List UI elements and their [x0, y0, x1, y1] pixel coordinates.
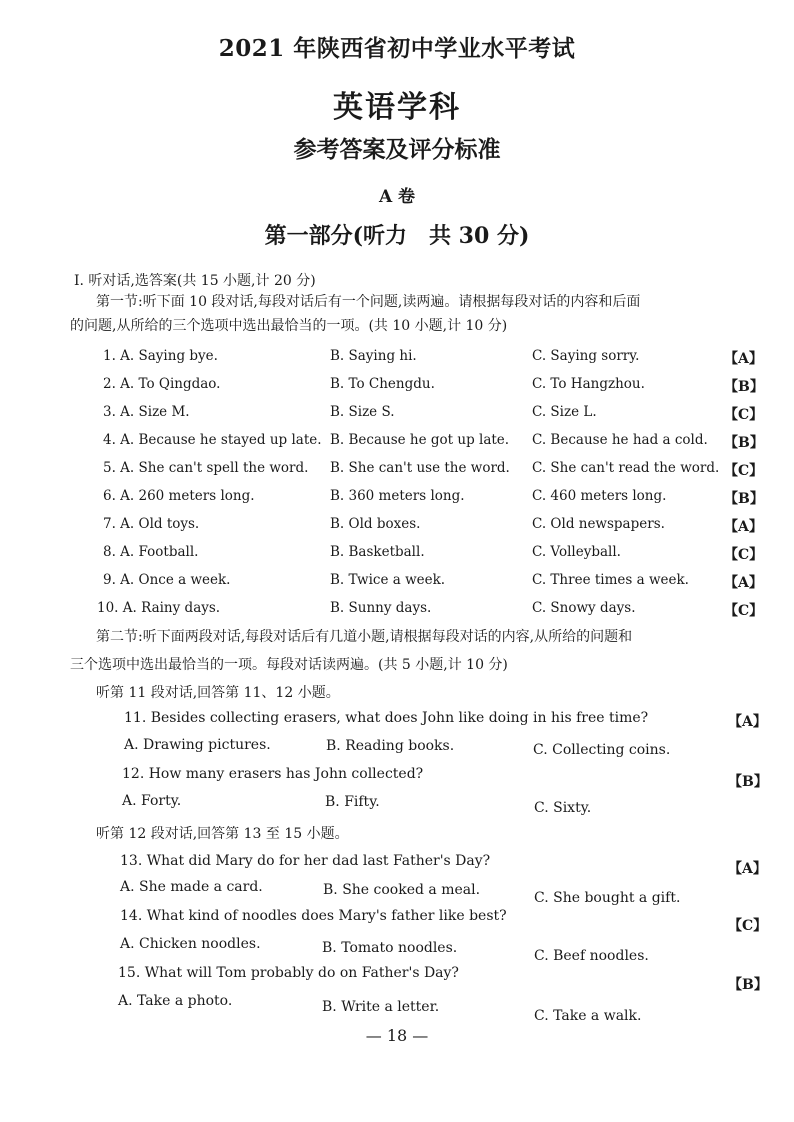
list-item: [0, 404, 794, 428]
dialogue-11-instruction: 听第 11 段对话,回答第 11、12 小题。: [96, 685, 340, 701]
answer-badge: 【A】: [728, 714, 767, 730]
option-b: B. To Chengdu.: [330, 376, 435, 392]
option-a: A. She made a card.: [120, 879, 263, 895]
answer-badge: 【C】: [724, 463, 764, 479]
option-c: C. Three times a week.: [532, 572, 689, 588]
option-b: B. Old boxes.: [330, 516, 421, 532]
list-item: [0, 600, 794, 624]
answer-badge: 【B】: [728, 774, 768, 790]
option-a: A. Take a photo.: [118, 993, 233, 1009]
dialogue-12-instruction: 听第 12 段对话,回答第 13 至 15 小题。: [96, 826, 349, 842]
option-c: C. Beef noodles.: [534, 948, 649, 964]
answer-badge: 【C】: [724, 603, 764, 619]
option-c: C. Take a walk.: [534, 1008, 642, 1024]
answer-badge: 【B】: [724, 491, 764, 507]
list-item: [0, 348, 794, 372]
option-b: B. Twice a week.: [330, 572, 446, 588]
answer-badge: 【B】: [728, 977, 768, 993]
option-b: B. Write a letter.: [322, 999, 440, 1015]
option-c: C. Because he had a cold.: [532, 432, 708, 448]
option-b: B. Saying hi.: [330, 348, 417, 364]
list-item: [0, 376, 794, 400]
option-b: B. Size S.: [330, 404, 395, 420]
option-a: 3. A. Size M.: [103, 404, 190, 420]
option-c: C. Collecting coins.: [533, 742, 671, 758]
question-12: 12. How many erasers has John collected?: [122, 766, 424, 782]
option-a: 1. A. Saying bye.: [103, 348, 218, 364]
option-c: C. Saying sorry.: [532, 348, 640, 364]
option-a: A. Forty.: [122, 793, 182, 809]
answer-badge: 【C】: [728, 918, 768, 934]
option-a: 9. A. Once a week.: [103, 572, 231, 588]
list-item: [0, 488, 794, 512]
page-number: — 18 —: [365, 1026, 429, 1045]
option-b: B. Basketball.: [330, 544, 425, 560]
part1-instructions-line2: 的问题,从所给的三个选项中选出最恰当的一项。(共 10 小题,计 10 分): [70, 318, 508, 334]
list-item: [0, 572, 794, 596]
option-c: C. Size L.: [532, 404, 597, 420]
option-b: B. Sunny days.: [330, 600, 432, 616]
section-title: Ⅰ. 听对话,选答案(共 15 小题,计 20 分): [74, 273, 316, 289]
part1-instructions-line1: 第一节:听下面 10 段对话,每段对话后有一个问题,读两遍。请根据每段对话的内容和后面: [96, 294, 641, 310]
question-15: 15. What will Tom probably do on Father's Day?: [118, 965, 459, 981]
option-c: C. To Hangzhou.: [532, 376, 645, 392]
answer-badge: 【A】: [728, 861, 767, 877]
option-b: B. Reading books.: [326, 738, 455, 754]
option-a: 5. A. She can't spell the word.: [103, 460, 309, 476]
answer-badge: 【A】: [724, 351, 763, 367]
answer-badge: 【B】: [724, 379, 764, 395]
list-item: [0, 544, 794, 568]
option-a: A. Drawing pictures.: [124, 737, 271, 753]
option-b: B. She cooked a meal.: [323, 882, 481, 898]
answer-badge: 【B】: [724, 435, 764, 451]
option-b: B. Fifty.: [325, 794, 380, 810]
answer-badge: 【A】: [724, 575, 763, 591]
option-c: C. Snowy days.: [532, 600, 636, 616]
option-b: B. 360 meters long.: [330, 488, 465, 504]
option-b: B. Because he got up late.: [330, 432, 510, 448]
subject-title: 英语学科: [333, 90, 461, 125]
part-title: 第一部分(听力 共 30 分): [264, 223, 530, 249]
option-a: 7. A. Old toys.: [103, 516, 200, 532]
part2-instructions-line2: 三个选项中选出最恰当的一项。每段对话读两遍。(共 5 小题,计 10 分): [70, 657, 508, 673]
list-item: [0, 516, 794, 540]
list-item: [0, 432, 794, 456]
option-a: 2. A. To Qingdao.: [103, 376, 221, 392]
option-a: 4. A. Because he stayed up late.: [103, 432, 322, 448]
option-c: C. She bought a gift.: [534, 890, 681, 906]
option-c: C. Sixty.: [534, 800, 592, 816]
list-item: [0, 460, 794, 484]
exam-title: 2021 年陕西省初中学业水平考试: [218, 35, 576, 62]
answer-badge: 【C】: [724, 547, 764, 563]
question-13: 13. What did Mary do for her dad last Father's Day?: [120, 853, 491, 869]
volume-label: A 卷: [378, 187, 416, 207]
answer-badge: 【C】: [724, 407, 764, 423]
option-a: A. Chicken noodles.: [120, 936, 261, 952]
part2-instructions-line1: 第二节:听下面两段对话,每段对话后有几道小题,请根据每段对话的内容,从所给的问题和: [96, 629, 633, 645]
option-a: 6. A. 260 meters long.: [103, 488, 255, 504]
option-a: 8. A. Football.: [103, 544, 199, 560]
option-c: C. Volleyball.: [532, 544, 621, 560]
option-c: C. 460 meters long.: [532, 488, 667, 504]
answer-badge: 【A】: [724, 519, 763, 535]
question-14: 14. What kind of noodles does Mary's father like best?: [120, 908, 507, 924]
option-a: 10. A. Rainy days.: [97, 600, 221, 616]
question-11: 11. Besides collecting erasers, what does John like doing in his free time?: [124, 710, 649, 726]
option-b: B. Tomato noodles.: [322, 940, 458, 956]
option-b: B. She can't use the word.: [330, 460, 510, 476]
document-type-title: 参考答案及评分标准: [293, 136, 501, 163]
option-c: C. She can't read the word.: [532, 460, 720, 476]
option-c: C. Old newspapers.: [532, 516, 665, 532]
